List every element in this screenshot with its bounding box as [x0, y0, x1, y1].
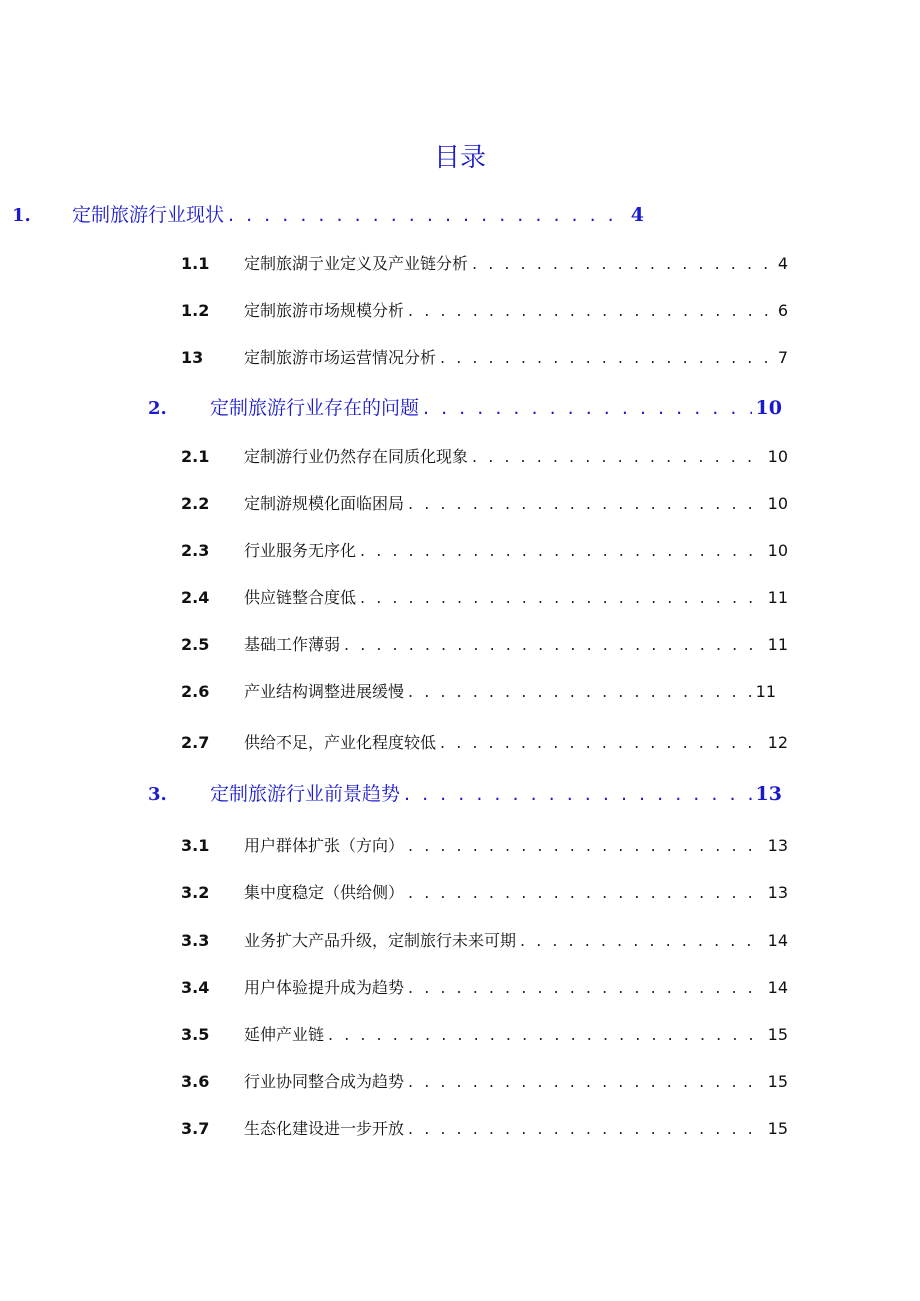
- item-label: 用户体验提升成为趋势: [244, 978, 405, 997]
- leader-dots: [520, 930, 764, 952]
- toc-item-2-6[interactable]: [181, 681, 776, 703]
- item-number: 3.5: [181, 1025, 210, 1044]
- item-page: 11: [767, 588, 788, 607]
- leader-dots: [360, 587, 764, 609]
- leader-dots: [408, 1071, 764, 1093]
- item-number: 3.2: [181, 883, 210, 902]
- item-number: 13: [181, 348, 204, 367]
- item-number: 3.7: [181, 1119, 210, 1138]
- item-page: 13: [767, 883, 788, 902]
- toc-section-2[interactable]: [148, 395, 782, 422]
- toc-item-3-4[interactable]: [181, 977, 788, 999]
- leader-dots: [408, 835, 764, 857]
- toc-item-2-1[interactable]: [181, 446, 788, 468]
- section-label: 定制旅游行业存在的问题: [210, 397, 420, 419]
- item-number: 2.3: [181, 541, 210, 560]
- toc-item-1-1[interactable]: [181, 253, 788, 275]
- item-label: 定制旅游市场运营情况分析: [244, 348, 437, 367]
- toc-item-2-7[interactable]: [181, 732, 788, 754]
- leader-dots: [328, 1024, 764, 1046]
- item-number: 2.5: [181, 635, 210, 654]
- toc-item-2-2[interactable]: [181, 493, 788, 515]
- item-number: 2.4: [181, 588, 210, 607]
- item-label: 行业协同整合成为趋势: [244, 1072, 405, 1091]
- item-page: 4: [777, 254, 788, 273]
- item-page: 14: [767, 978, 788, 997]
- item-label: 产业结构调整进展缓慢: [244, 682, 405, 701]
- item-label: 用户群体扩张（方向）: [244, 836, 405, 855]
- item-number: 3.4: [181, 978, 210, 997]
- toc-item-3-5[interactable]: [181, 1024, 788, 1046]
- item-page: 14: [767, 931, 788, 950]
- toc-item-3-3[interactable]: [181, 930, 788, 952]
- section-number: 1.: [12, 205, 31, 226]
- item-label: 定制旅湖亍业定义及产业链分析: [244, 254, 469, 273]
- leader-dots: [472, 446, 764, 468]
- item-label: 生态化建设进一步开放: [244, 1119, 405, 1138]
- item-page: 10: [767, 447, 788, 466]
- leader-dots: [408, 300, 774, 322]
- toc-item-3-1[interactable]: [181, 835, 788, 857]
- leader-dots: [404, 781, 752, 807]
- item-label: 定制旅游市场规模分析: [244, 301, 405, 320]
- item-number: 1.2: [181, 301, 210, 320]
- item-number: 3.3: [181, 931, 210, 950]
- item-page: 12: [767, 733, 788, 752]
- toc-item-3-2[interactable]: [181, 882, 788, 904]
- item-number: 2.6: [181, 682, 210, 701]
- leader-dots: [408, 681, 752, 703]
- leader-dots: [440, 347, 774, 369]
- item-number: 3.6: [181, 1072, 210, 1091]
- item-number: 2.2: [181, 494, 210, 513]
- section-number: 3.: [148, 784, 167, 805]
- item-number: 2.7: [181, 733, 210, 752]
- leader-dots: [472, 253, 774, 275]
- item-label: 延伸产业链: [244, 1025, 325, 1044]
- item-page: 15: [767, 1025, 788, 1044]
- item-label: 集中度稳定（供给侧）: [244, 883, 405, 902]
- item-page: 10: [767, 541, 788, 560]
- item-page: 15: [767, 1072, 788, 1091]
- item-page: 7: [777, 348, 788, 367]
- item-label: 定制游规模化面临困局: [244, 494, 405, 513]
- item-number: 3.1: [181, 836, 210, 855]
- toc-item-3-7[interactable]: [181, 1118, 788, 1140]
- toc-item-3-6[interactable]: [181, 1071, 788, 1093]
- leader-dots: [423, 395, 752, 421]
- item-label: 供给不足，产业化程度较低: [244, 733, 437, 752]
- item-page: 6: [777, 301, 788, 320]
- leader-dots: [408, 493, 764, 515]
- section-page: 10: [755, 397, 782, 419]
- item-page: 10: [767, 494, 788, 513]
- item-page: 13: [767, 836, 788, 855]
- toc-item-2-5[interactable]: [181, 634, 788, 656]
- item-label: 供应链整合度低: [244, 588, 357, 607]
- leader-dots: [344, 634, 764, 656]
- toc-section-3[interactable]: [148, 781, 782, 808]
- item-number: 2.1: [181, 447, 210, 466]
- section-label: 定制旅游行业前景趋势: [210, 783, 401, 805]
- item-label: 行业服务无序化: [244, 541, 357, 560]
- toc-title: 目录: [433, 143, 486, 173]
- leader-dots: [440, 732, 764, 754]
- leader-dots: [408, 977, 764, 999]
- section-label: 定制旅游行业现状: [72, 204, 225, 226]
- item-page: 15: [767, 1119, 788, 1138]
- leader-dots: [228, 202, 627, 228]
- toc-item-1-3[interactable]: [181, 347, 788, 369]
- toc-item-2-4[interactable]: [181, 587, 788, 609]
- section-number: 2.: [148, 398, 167, 419]
- item-page: 11: [767, 635, 788, 654]
- toc-item-1-2[interactable]: [181, 300, 788, 322]
- section-page: 13: [755, 783, 782, 805]
- toc-section-1[interactable]: [12, 202, 644, 229]
- section-page: 4: [630, 204, 644, 226]
- item-page: 11: [755, 682, 776, 701]
- leader-dots: [360, 540, 764, 562]
- item-label: 基础工作薄弱: [244, 635, 341, 654]
- toc-item-2-3[interactable]: [181, 540, 788, 562]
- item-label: 业务扩大产品升级，定制旅行未来可期: [244, 931, 517, 950]
- item-number: 1.1: [181, 254, 210, 273]
- item-label: 定制游行业仍然存在同质化现象: [244, 447, 469, 466]
- leader-dots: [408, 1118, 764, 1140]
- leader-dots: [408, 882, 764, 904]
